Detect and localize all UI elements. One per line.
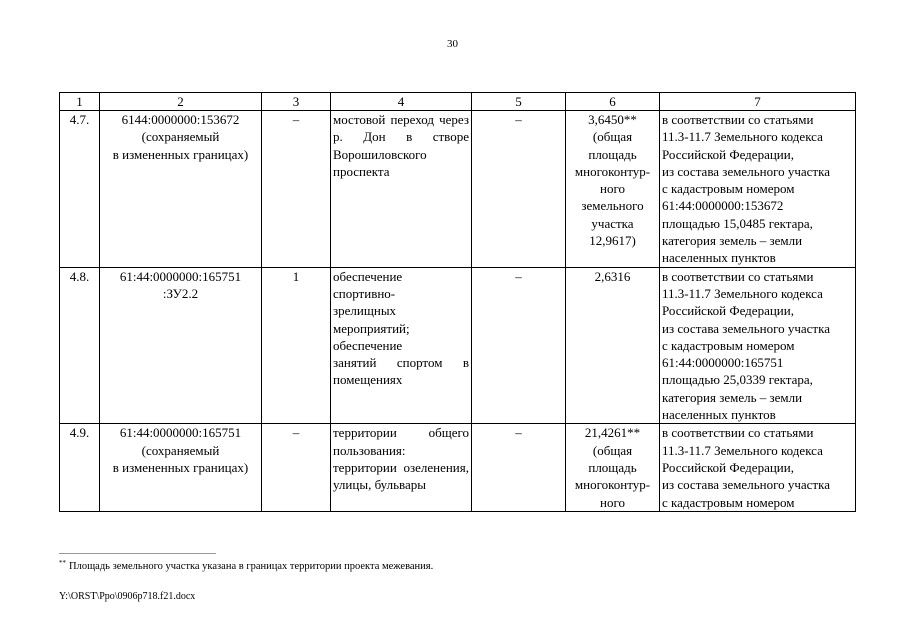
cadastral-number: 61:44:0000000:165751 :ЗУ2.2 bbox=[100, 267, 262, 424]
formation-basis: в соответствии со статьями 11.3-11.7 Земельного кодекса Российской Федерации, из состава земельного участка с кадастровым номером bbox=[660, 424, 856, 511]
table-row bbox=[60, 424, 856, 511]
header-cell-4: 4 bbox=[331, 93, 472, 111]
footnote bbox=[59, 559, 433, 572]
formation-basis: в соответствии со статьями 11.3-11.7 Земельного кодекса Российской Федерации, из состава земельного участка с кадастровым номером 61:44:0000000:153672 площадью 15,0485 гектара, категория земель – земли населенных пунктов bbox=[660, 111, 856, 268]
column-3-value: 1 bbox=[262, 267, 331, 424]
page-number: 30 bbox=[447, 38, 458, 50]
footnote-text: Площадь земельного участка указана в границах территории проекта межевания. bbox=[69, 561, 434, 572]
formation-basis: в соответствии со статьями 11.3-11.7 Земельного кодекса Российской Федерации, из состава земельного участка с кадастровым номером 61:44:0000000:165751 площадью 25,0339 гектара, категория земель – земли населенных пунктов bbox=[660, 267, 856, 424]
header-cell-3: 3 bbox=[262, 93, 331, 111]
cadastral-number: 6144:0000000:153672 (сохраняемый в измененных границах) bbox=[100, 111, 262, 268]
area-value: 3,6450** (общая площадь многоконтур- ного земельного участка 12,9617) bbox=[566, 111, 660, 268]
footnote-marker: ** bbox=[59, 559, 66, 567]
header-cell-6: 6 bbox=[566, 93, 660, 111]
land-plots-table bbox=[59, 92, 856, 512]
header-cell-2: 2 bbox=[100, 93, 262, 111]
file-path: Y:\ORST\Ppo\0906p718.f21.docx bbox=[59, 591, 196, 602]
column-5-value: – bbox=[472, 111, 566, 268]
table-row bbox=[60, 111, 856, 268]
header-cell-5: 5 bbox=[472, 93, 566, 111]
area-value: 2,6316 bbox=[566, 267, 660, 424]
table-header-row bbox=[60, 93, 856, 111]
column-5-value: – bbox=[472, 424, 566, 511]
area-value: 21,4261** (общая площадь многоконтур- ного bbox=[566, 424, 660, 511]
footnote-separator bbox=[59, 553, 216, 554]
column-5-value: – bbox=[472, 267, 566, 424]
permitted-use: мостовой переход через р. Дон в створе Ворошиловского проспекта bbox=[331, 111, 472, 268]
row-number: 4.7. bbox=[60, 111, 100, 268]
row-number: 4.9. bbox=[60, 424, 100, 511]
permitted-use: обеспечение спортивно- зрелищных мероприятий; обеспечение занятий спортом в помещениях bbox=[331, 267, 472, 424]
table-row bbox=[60, 267, 856, 424]
header-cell-7: 7 bbox=[660, 93, 856, 111]
permitted-use: территории общего пользования: территории озеленения, улицы, бульвары bbox=[331, 424, 472, 511]
cadastral-number: 61:44:0000000:165751 (сохраняемый в измененных границах) bbox=[100, 424, 262, 511]
column-3-value: – bbox=[262, 111, 331, 268]
column-3-value: – bbox=[262, 424, 331, 511]
row-number: 4.8. bbox=[60, 267, 100, 424]
header-cell-1: 1 bbox=[60, 93, 100, 111]
